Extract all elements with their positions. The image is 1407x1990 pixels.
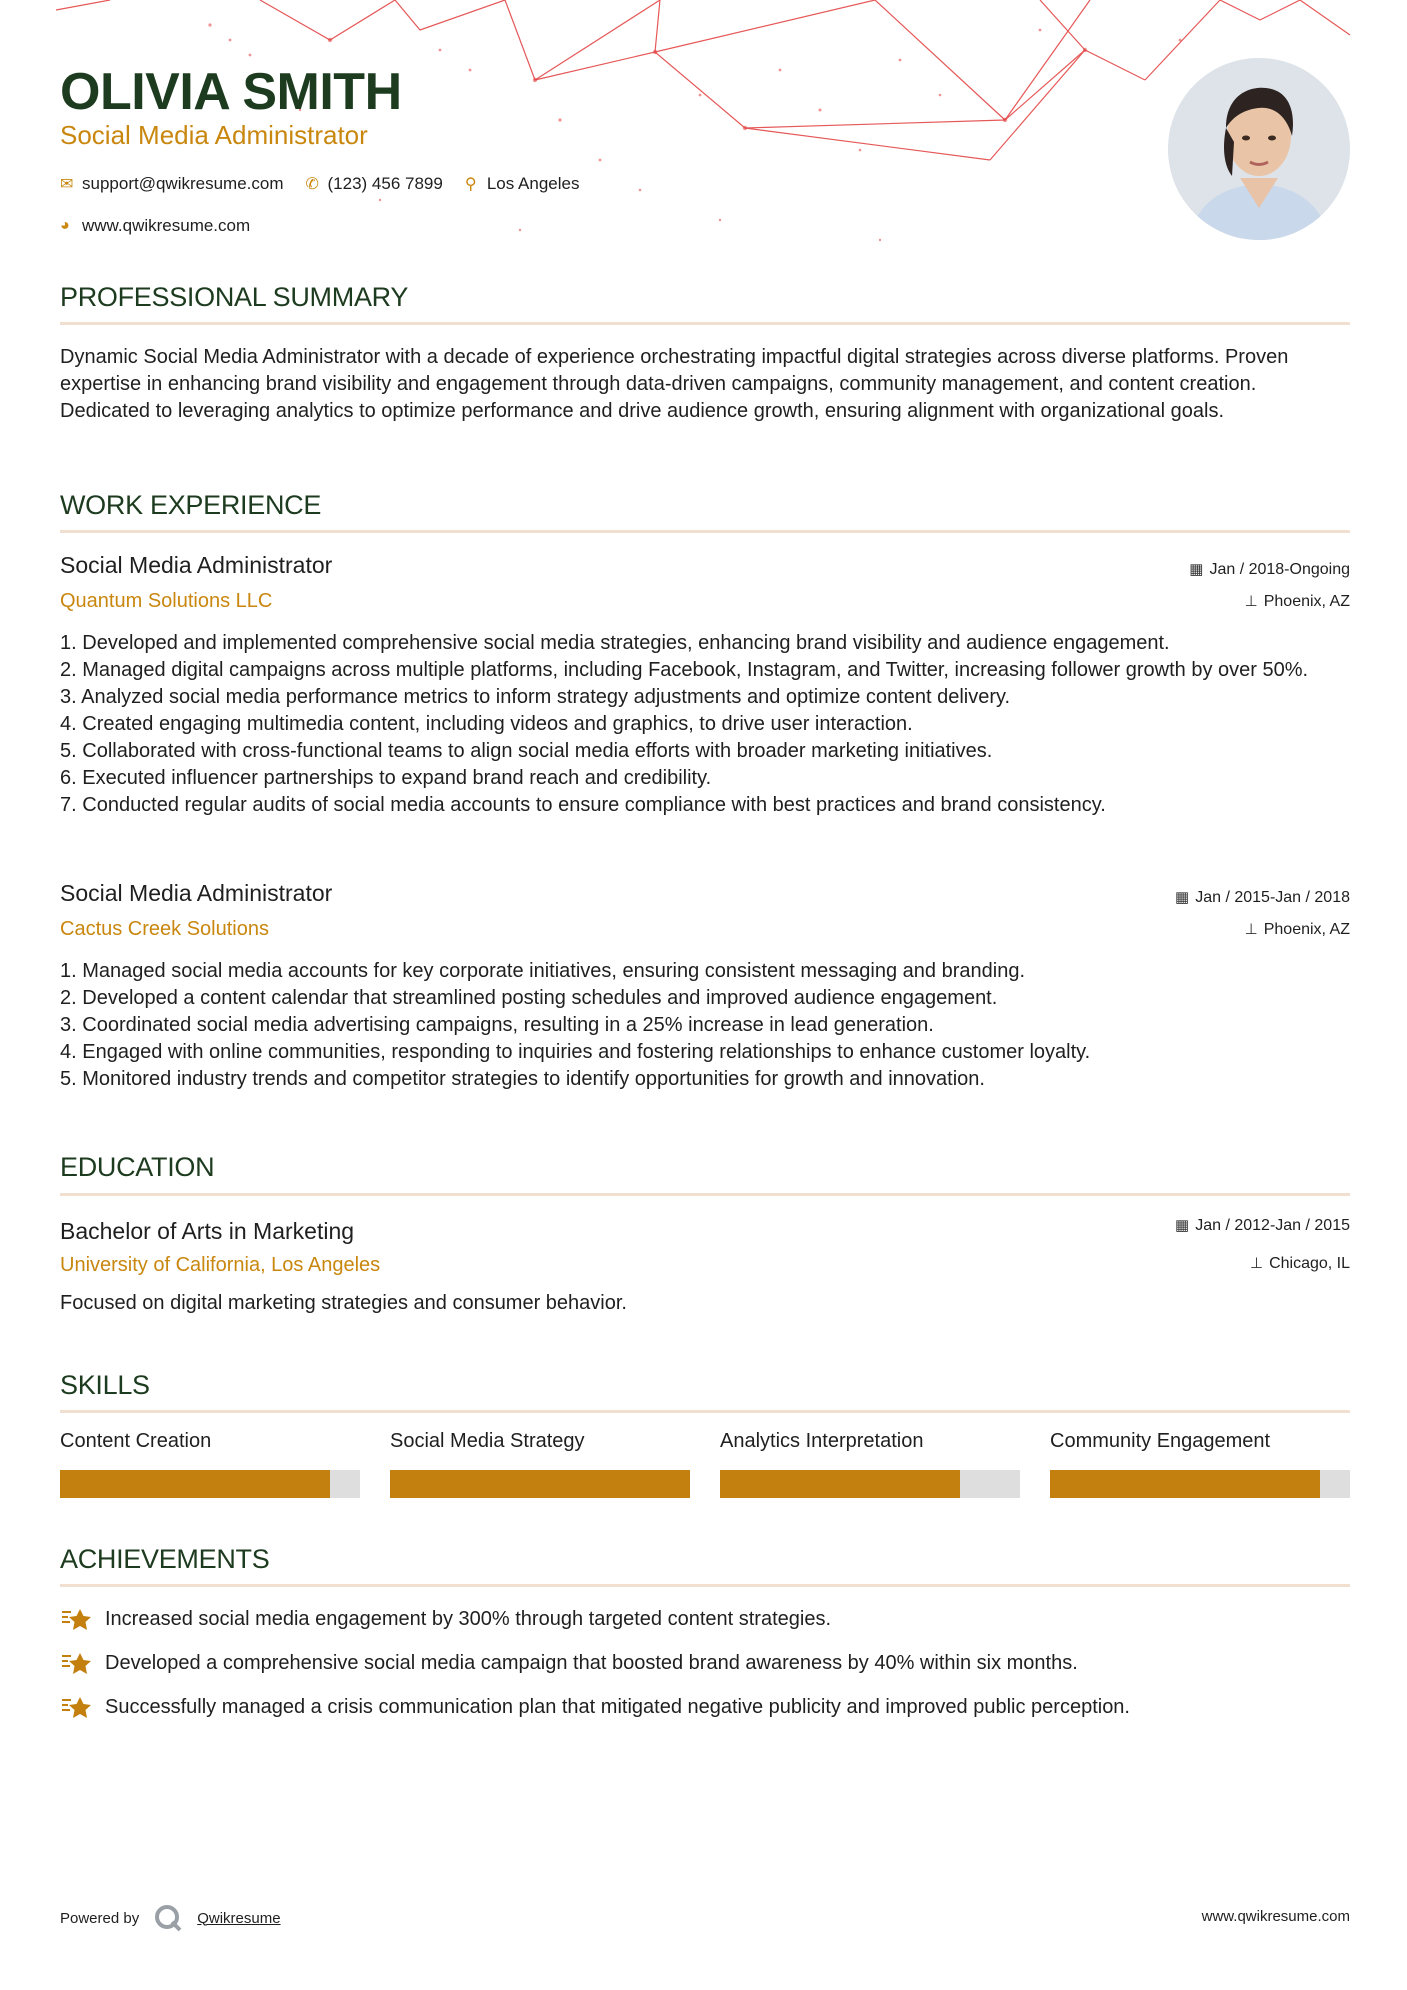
skill-name: Community Engagement	[1050, 1430, 1271, 1452]
contact-website[interactable]	[60, 216, 250, 236]
skill-bar-fill	[720, 1470, 960, 1498]
achievement-text: Developed a comprehensive social media campaign that boosted brand awareness by 40% within six months.	[105, 1651, 1078, 1674]
brand-link[interactable]: Qwikresume	[197, 1909, 281, 1927]
skill-bar	[390, 1470, 690, 1498]
job-title: Social Media Administrator	[60, 552, 333, 578]
education-heading: EDUCATION	[60, 1152, 215, 1182]
list-item: Managed social media accounts for key corporate initiatives, ensuring consistent messaging and branding.	[82, 960, 1026, 982]
job-dates-text: Jan / 2018-Ongoing	[1209, 561, 1350, 578]
skill-bar	[60, 1470, 360, 1498]
education-location	[1250, 1254, 1350, 1273]
achievement-item	[60, 1650, 1078, 1676]
list-item: Engaged with online communities, responding to inquiries and fostering relationships to enhance customer loyalty.	[82, 1041, 1091, 1063]
star-icon	[60, 1694, 94, 1720]
experience-divider	[60, 530, 1350, 533]
school-name: University of California, Los Angeles	[60, 1254, 381, 1276]
candidate-name: OLIVIA SMITH	[60, 63, 402, 121]
pushpin-icon: ⊥	[1249, 1255, 1264, 1272]
contact-row	[60, 174, 601, 194]
calendar-icon: ▦	[1175, 1217, 1190, 1234]
achievement-item	[60, 1606, 831, 1632]
achievements-heading: ACHIEVEMENTS	[60, 1544, 270, 1574]
skill-bar-fill	[1050, 1470, 1320, 1498]
contact-location	[465, 174, 580, 194]
skill-name: Content Creation	[60, 1430, 212, 1452]
job-dates	[1175, 888, 1350, 907]
envelope-icon: ✉	[60, 176, 74, 193]
list-item: Developed and implemented comprehensive social media strategies, enhancing brand visibility and audience engagement.	[82, 632, 1170, 654]
phone-icon: ✆	[305, 176, 319, 193]
calendar-icon: ▦	[1175, 889, 1190, 906]
education-location-text: Chicago, IL	[1269, 1255, 1350, 1272]
skill-item	[390, 1430, 690, 1498]
education-dates	[1175, 1216, 1350, 1235]
skill-item	[720, 1430, 1020, 1498]
achievement-text: Successfully managed a crisis communication plan that mitigated negative publicity and improved public perception.	[105, 1695, 1130, 1718]
contact-phone[interactable]	[306, 174, 443, 194]
job-bullets	[60, 630, 1350, 819]
skill-item	[60, 1430, 360, 1498]
job-location	[1245, 920, 1350, 939]
contact-email[interactable]	[60, 174, 284, 194]
star-icon	[60, 1650, 94, 1676]
degree-title: Bachelor of Arts in Marketing	[60, 1218, 355, 1244]
job-location	[1245, 592, 1350, 611]
qwikresume-logo-icon	[153, 1903, 183, 1933]
website-text: www.qwikresume.com	[82, 216, 251, 235]
skill-name: Analytics Interpretation	[720, 1430, 924, 1452]
powered-by-text: Powered by	[60, 1909, 140, 1927]
list-item: Developed a content calendar that streamlined posting schedules and improved audience engagement.	[82, 987, 998, 1009]
email-text: support@qwikresume.com	[82, 174, 284, 193]
list-item: Monitored industry trends and competitor strategies to identify opportunities for growth and innovation.	[82, 1068, 985, 1090]
phone-text: (123) 456 7899	[327, 174, 443, 193]
achievement-item	[60, 1694, 1130, 1720]
job-dates	[1189, 560, 1350, 579]
contact-row-web	[60, 216, 272, 236]
skill-item	[1050, 1430, 1350, 1498]
list-item: Conducted regular audits of social media accounts to ensure compliance with best practices and brand consistency.	[82, 794, 1106, 816]
skill-bar-fill	[60, 1470, 330, 1498]
job-location-text: Phoenix, AZ	[1263, 921, 1350, 938]
profile-photo	[1168, 58, 1350, 240]
calendar-icon: ▦	[1189, 561, 1204, 578]
experience-heading: WORK EXPERIENCE	[60, 490, 322, 520]
globe-icon: ◕	[60, 217, 70, 234]
skill-bar	[1050, 1470, 1350, 1498]
list-item: Coordinated social media advertising campaigns, resulting in a 25% increase in lead generation.	[82, 1014, 934, 1036]
list-item: Managed digital campaigns across multiple platforms, including Facebook, Instagram, and Twitter, increasing follower growth by over 50%.	[82, 659, 1309, 681]
job-company: Cactus Creek Solutions	[60, 918, 269, 940]
job-bullets	[60, 958, 1350, 1093]
list-item: Created engaging multimedia content, including videos and graphics, to drive user interaction.	[82, 713, 913, 735]
skill-name: Social Media Strategy	[390, 1430, 585, 1452]
list-item: Collaborated with cross-functional teams to align social media efforts with broader marketing initiatives.	[82, 740, 993, 762]
pushpin-icon: ⊥	[1244, 593, 1258, 610]
skill-bar-fill	[390, 1470, 690, 1498]
list-item: Analyzed social media performance metrics to inform strategy adjustments and optimize content delivery.	[81, 686, 1011, 708]
location-text: Los Angeles	[486, 174, 580, 193]
job-location-text: Phoenix, AZ	[1263, 593, 1350, 610]
education-dates-text: Jan / 2012-Jan / 2015	[1195, 1217, 1350, 1234]
education-divider	[60, 1193, 1350, 1196]
achievements-divider	[60, 1584, 1350, 1587]
summary-divider	[60, 322, 1350, 325]
skill-bar	[720, 1470, 1020, 1498]
footer-powered-by	[60, 1903, 281, 1933]
summary-text: Dynamic Social Media Administrator with a decade of experience orchestrating impactful digital strategies across diverse platforms. Proven expertise in enhancing brand visibility and engagement through data-driven campaigns, community management, and content creation. Dedicated to leveraging analytics to optimize performance and drive audience growth, ensuring alignment with organizational goals.	[60, 346, 1289, 422]
job-company: Quantum Solutions LLC	[60, 590, 273, 612]
summary-heading: PROFESSIONAL SUMMARY	[60, 282, 409, 312]
achievement-text: Increased social media engagement by 300% through targeted content strategies.	[105, 1607, 832, 1630]
pushpin-icon: ⊥	[1244, 921, 1258, 938]
candidate-role: Social Media Administrator	[60, 120, 368, 150]
education-description: Focused on digital marketing strategies and consumer behavior.	[60, 1292, 627, 1314]
footer-url[interactable]: www.qwikresume.com	[1201, 1908, 1350, 1925]
job-title: Social Media Administrator	[60, 880, 333, 906]
list-item: Executed influencer partnerships to expand brand reach and credibility.	[82, 767, 712, 789]
skills-heading: SKILLS	[60, 1370, 150, 1400]
job-dates-text: Jan / 2015-Jan / 2018	[1195, 889, 1350, 906]
map-pin-icon: ⚲	[464, 176, 477, 193]
skills-divider	[60, 1410, 1350, 1413]
star-icon	[60, 1606, 94, 1632]
